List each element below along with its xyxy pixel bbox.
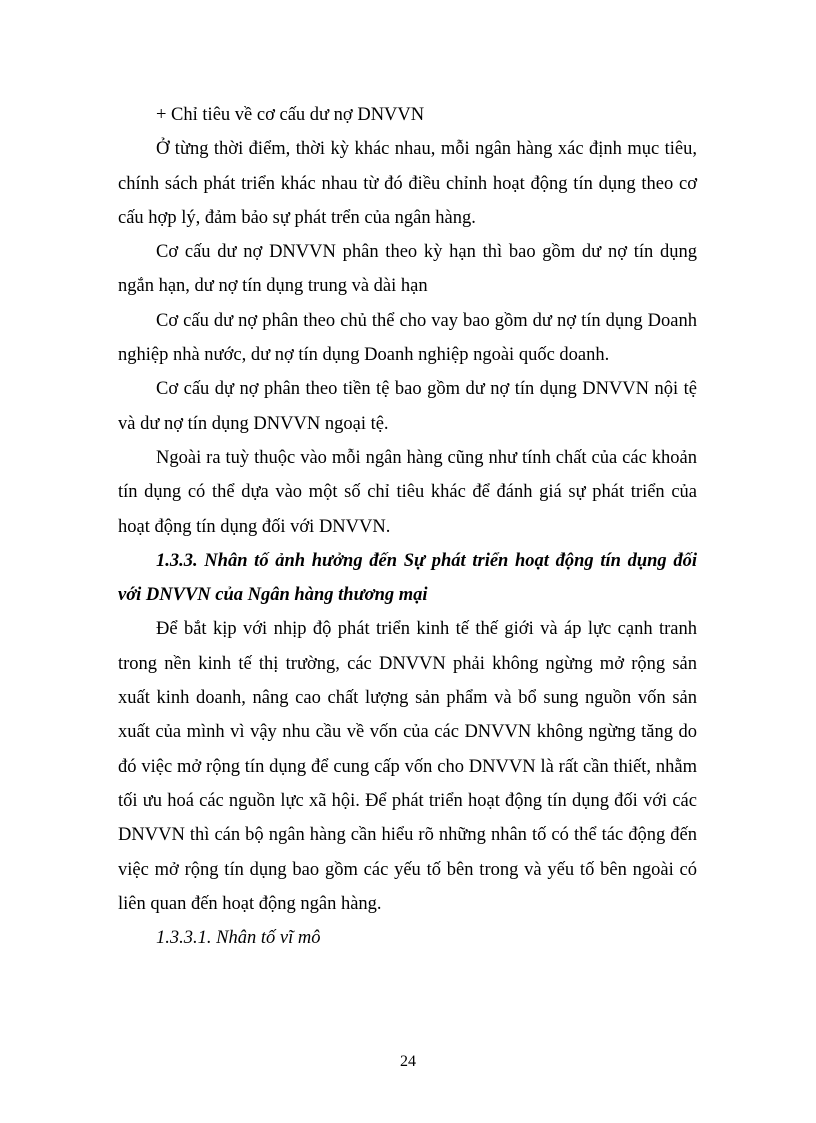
paragraph-term-structure: Cơ cấu dư nợ DNVVN phân theo kỳ hạn thì bao gồm dư nợ tín dụng ngắn hạn, dư nợ tín dụng trung và dài hạn xyxy=(118,242,697,297)
paragraph-debt-structure-criteria: + Chỉ tiêu về cơ cấu dư nợ DNVVN xyxy=(156,105,425,125)
paragraph-influencing-factors: Để bắt kịp với nhịp độ phát triển kinh tế thế giới và áp lực cạnh tranh trong nền kinh tế thị trường, các DNVVN phải không ngừng mở rộng sản xuất kinh doanh, nâng cao chất lượng sản phẩm và bổ sung nguồn vốn sản xuất của mình vì vậy nhu cầu về vốn của các DNVVN không ngừng tăng do đó việc mở rộng tín dụng để cung cấp vốn cho DNVVN là rất cần thiết, nhằm tối ưu hoá các nguồn lực xã hội. Để phát triển hoạt động tín dụng đối với các DNVVN thì cán bộ ngân hàng cần hiểu rõ những nhân tố có thể tác động đến việc mở rộng tín dụng bao gồm các yếu tố bên trong và yếu tố bên ngoài có liên quan đến hoạt động ngân hàng. xyxy=(118,619,697,914)
paragraph-bank-goals: Ở từng thời điểm, thời kỳ khác nhau, mỗi ngân hàng xác định mục tiêu, chính sách phát triển khác nhau từ đó điều chỉnh hoạt động tín dụng theo cơ cấu hợp lý, đảm bảo sự phát trển của ngân hàng. xyxy=(118,139,697,228)
paragraph-currency-structure: Cơ cấu dự nợ phân theo tiền tệ bao gồm dư nợ tín dụng DNVVN nội tệ và dư nợ tín dụng DNVVN ngoại tệ. xyxy=(118,379,697,434)
subsection-heading: 1.3.3.1. Nhân tố vĩ mô xyxy=(156,928,321,949)
page-body xyxy=(118,98,697,955)
paragraph-other-criteria: Ngoài ra tuỳ thuộc vào mỗi ngân hàng cũng như tính chất của các khoản tín dụng có thể dựa vào một số chỉ tiêu khác để đánh giá sự phát triển của hoạt động tín dụng đối với DNVVN. xyxy=(118,447,697,537)
section-heading: 1.3.3. Nhân tố ảnh hưởng đến Sự phát triển hoạt động tín dụng đối với DNVVN của Ngân hàng thương mại xyxy=(118,550,697,606)
paragraph-borrower-structure: Cơ cấu dư nợ phân theo chủ thể cho vay bao gồm dư nợ tín dụng Doanh nghiệp nhà nước, dư nợ tín dụng Doanh nghiệp ngoài quốc doanh. xyxy=(118,310,697,366)
page-number: 24 xyxy=(400,1053,416,1070)
